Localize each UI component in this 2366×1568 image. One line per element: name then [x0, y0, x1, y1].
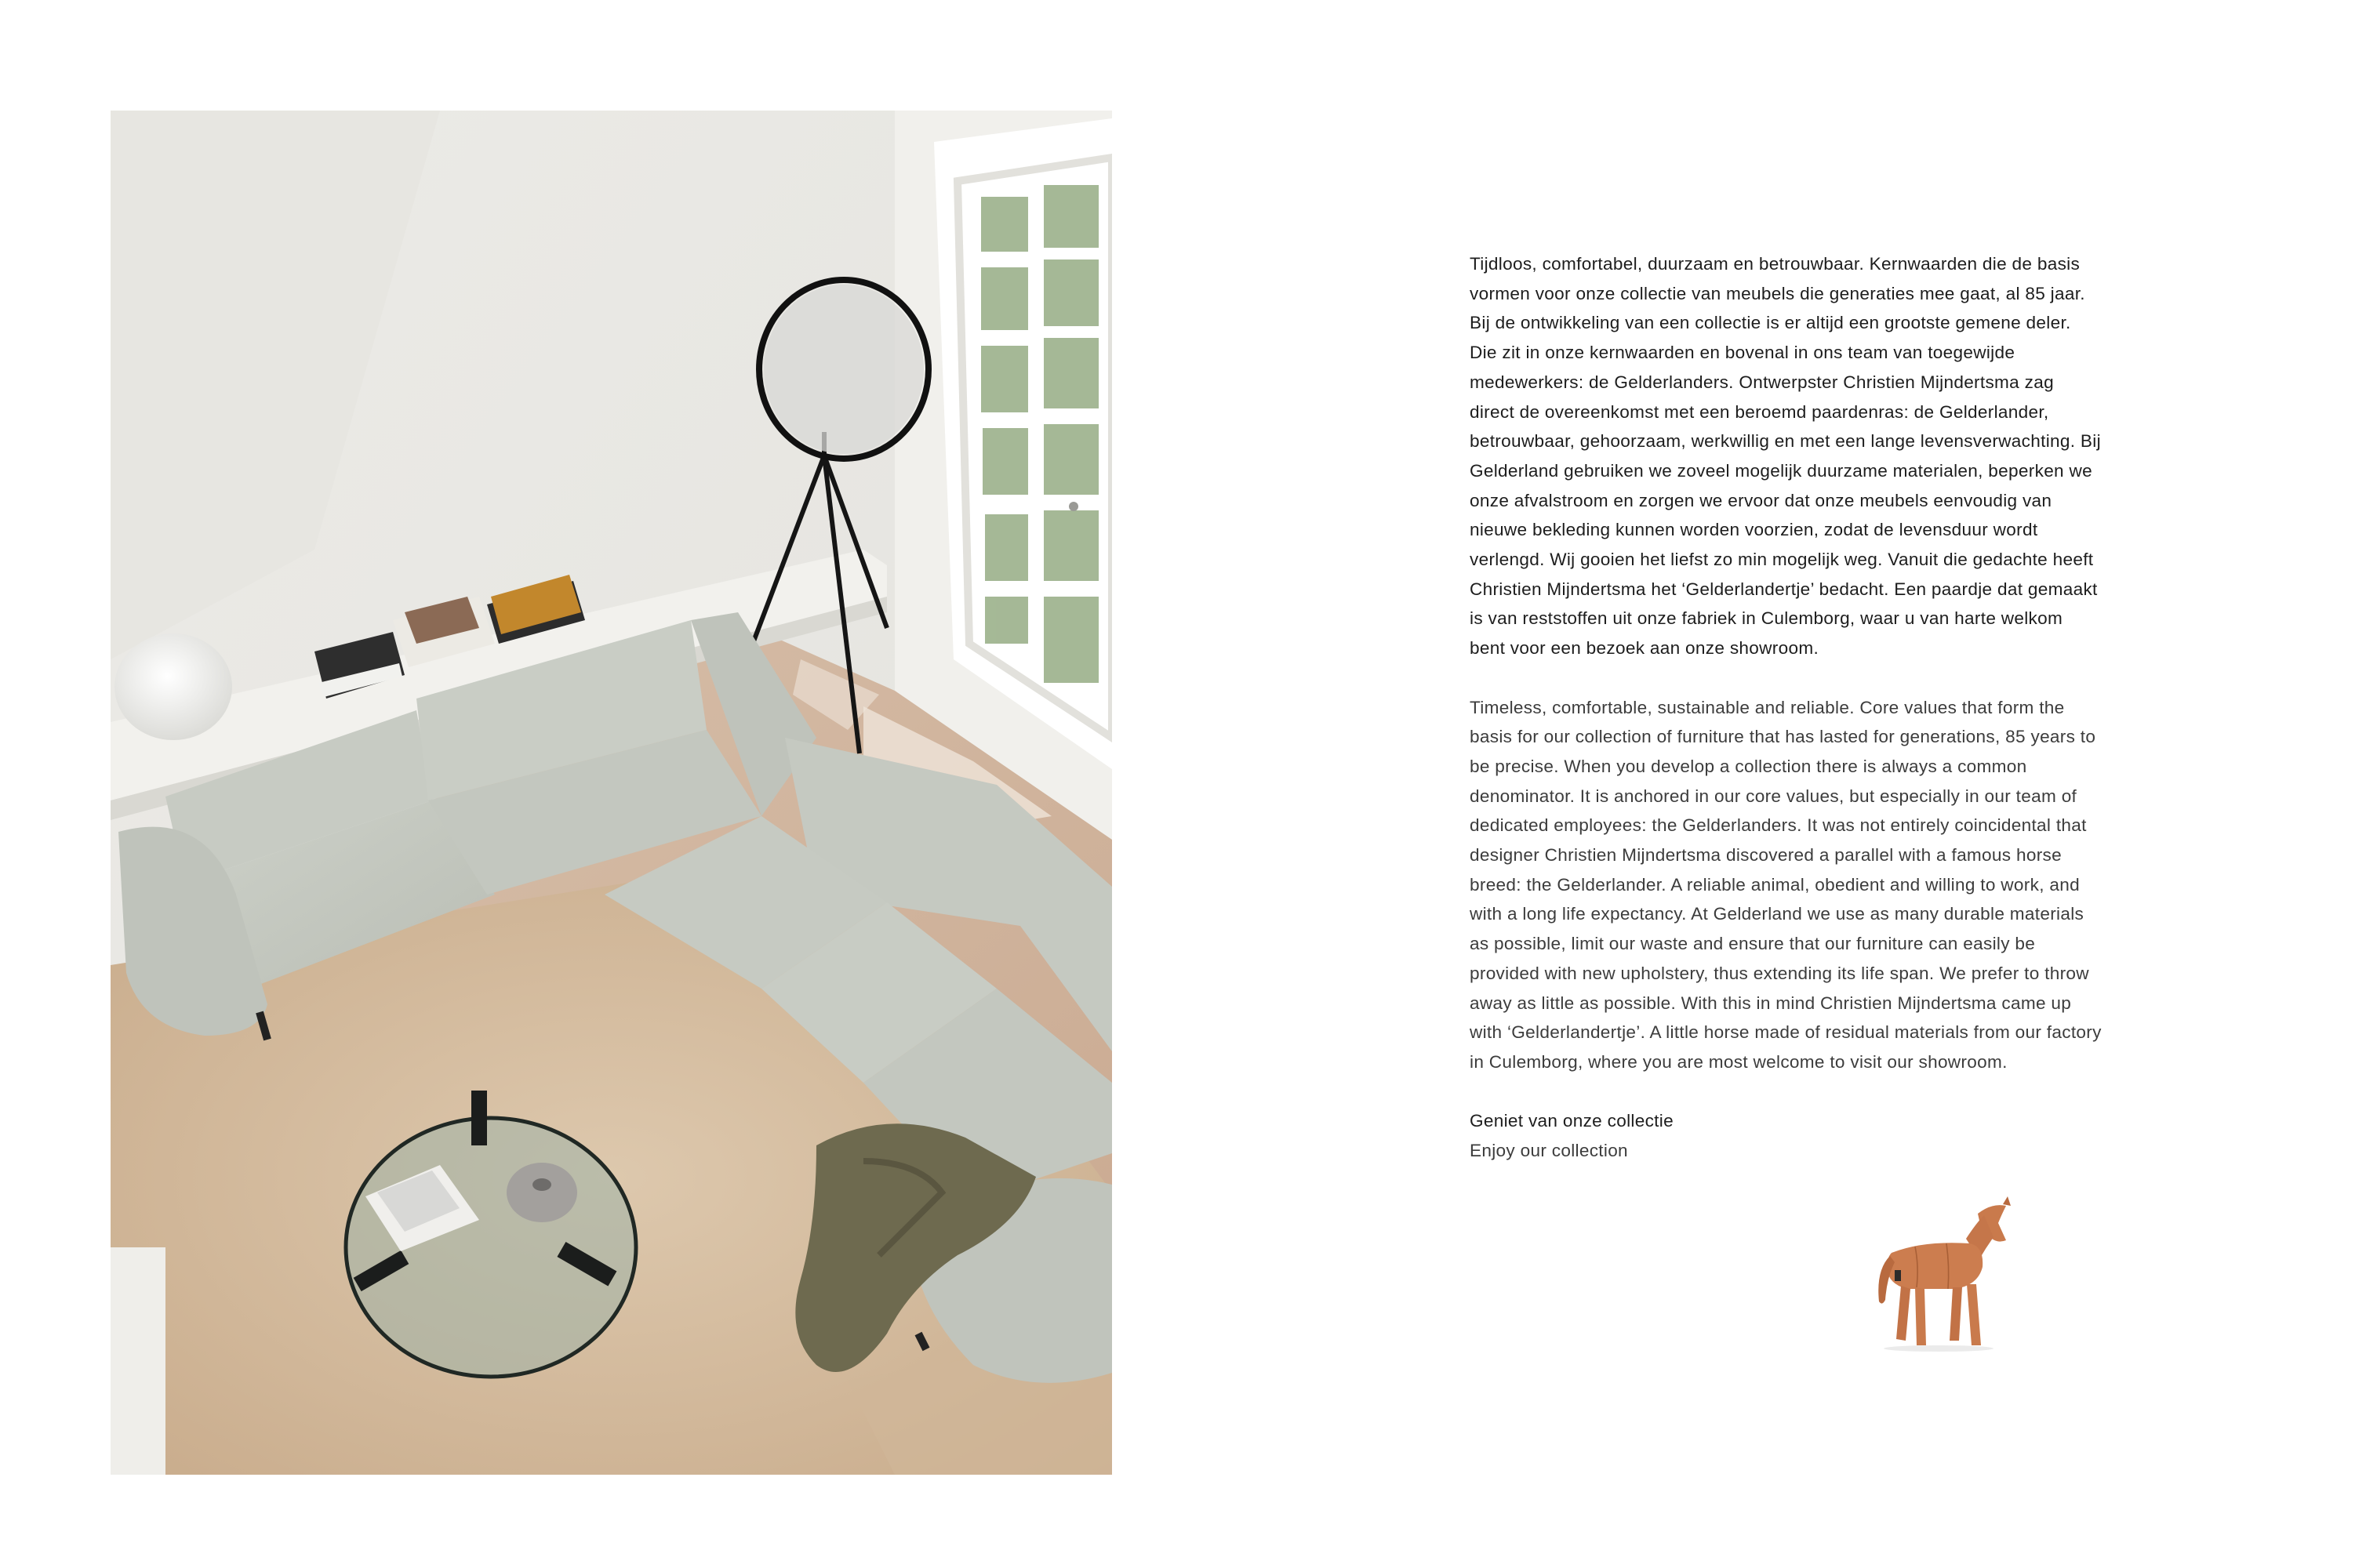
closing-text-dutch: Geniet van onze collectie: [1470, 1111, 1674, 1131]
living-room-photo: [111, 111, 1112, 1475]
closing-text-english: Enjoy our collection: [1470, 1141, 1628, 1161]
body-text-dutch: Tijdloos, comfortabel, duurzaam en betrouwbaar. Kernwaarden die de basis vormen voor onze collectie van meubels die generaties mee gaat, al 85 jaar. Bij de ontwikkeling van een collectie is er altijd een grootste gemene deler. Die zit in onze kernwaarden en bovenal in ons team van toegewijde medewerkers: de Gelderlanders. Ontwerpster Christien Mijndertsma zag direct de overeenkomst met een beroemd paardenras: de Gelderlander, betrouwbaar, gehoorzaam, werkwillig en met een lange levensverwachting. Bij Gelderland gebruiken we zoveel mogelijk duurzame materialen, beperken we onze afvalstroom en zorgen we ervoor dat onze meubels eenvoudig van nieuwe bekleding kunnen worden voorzien, zodat de levensduur wordt verlengd. Wij gooien het liefst zo min mogelijk weg. Vanuit die gedachte heeft Christien Mijndertsma het ‘Gelderlandertje’ bedacht. Een paardje dat gemaakt is van reststoffen uit onze fabriek in Culemborg, waar u van harte welkom bent voor een bezoek aan onze showroom.: [1470, 254, 2101, 659]
leather-horse-icon: [1860, 1192, 2025, 1356]
text-column: [1470, 249, 2102, 1166]
closing-lines: [1470, 1106, 2102, 1165]
body-text-english: Timeless, comfortable, sustainable and reliable. Core values that form the basis for our collection of furniture that has lasted for generations, 85 years to be precise. When you develop a collection there is always a common denominator. It is anchored in our core values, but especially in our team of dedicated employees: the Gelderlanders. It was not entirely coincidental that designer Christien Mijndertsma discovered a parallel with a famous horse breed: the Gelderlander. A reliable animal, obedient and willing to work, and with a long life expectancy. At Gelderland we use as many durable materials as possible, limit our waste and ensure that our furniture can easily be provided with new upholstery, thus extending its life span. We prefer to throw away as little as possible. With this in mind Christien Mijndertsma came up with ‘Gelderlandertje’. A little horse made of residual materials from our factory in Culemborg, where you are most welcome to visit our showroom.: [1470, 697, 2102, 1072]
